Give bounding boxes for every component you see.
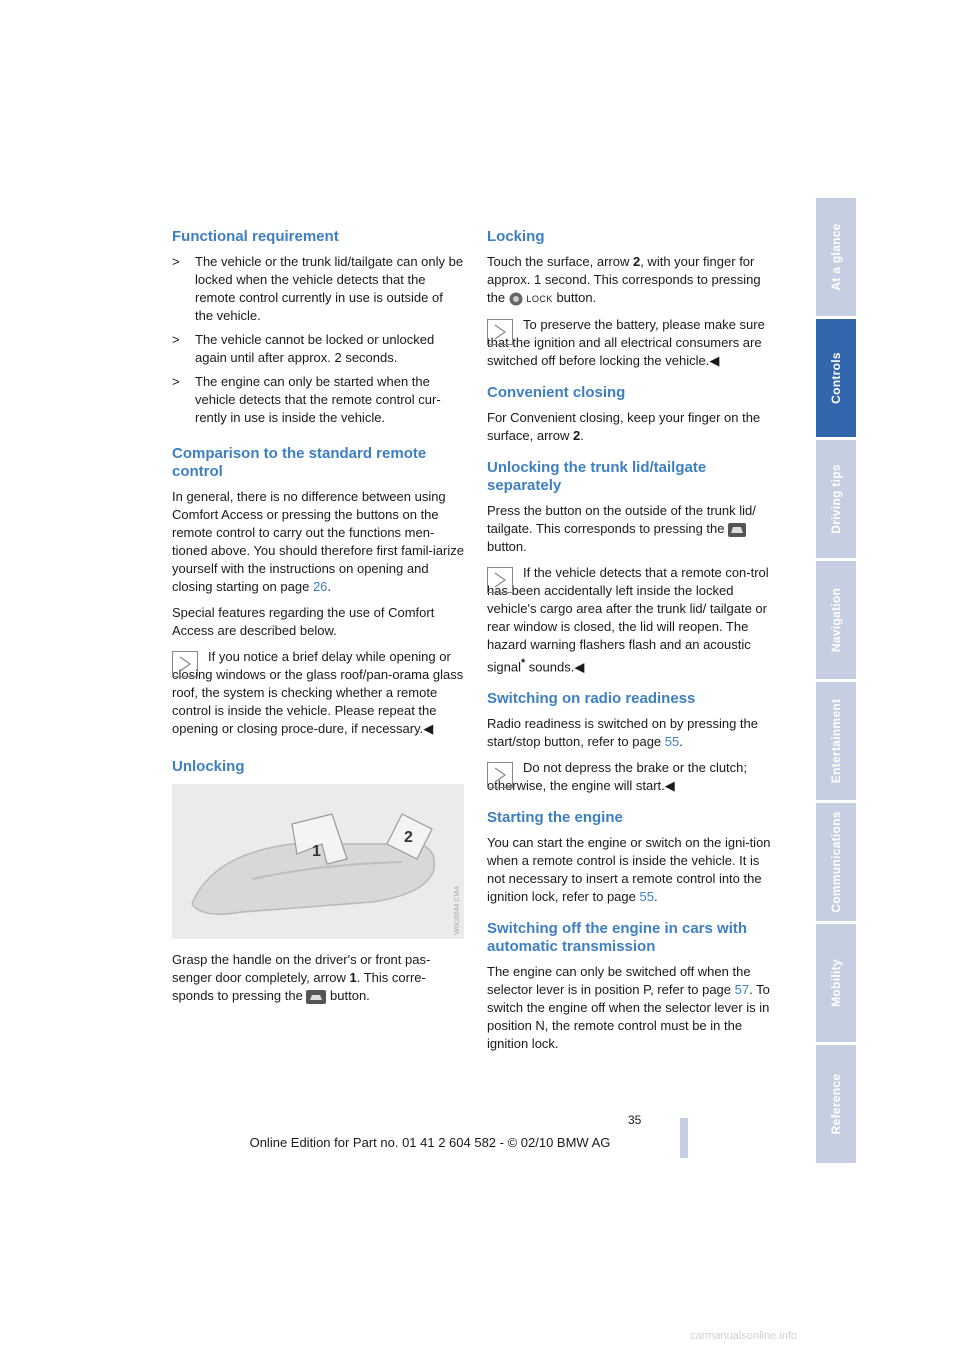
svg-text:1: 1 [312, 843, 321, 860]
section-heading-comparison: Comparison to the standard remote control [172, 445, 427, 480]
section-heading-switching-off: Switching off the engine in cars with automatic transmission [487, 920, 748, 956]
page-link-55[interactable]: 55 [639, 889, 654, 905]
radio-paragraph: Radio readiness is switched on by pressing the start/stop button, refer to page 55. [487, 716, 758, 750]
tab-label: Controls [829, 352, 843, 404]
tab-reference[interactable] [816, 1045, 856, 1163]
trunk-paragraph: Press the button on the outside of the trunk lid/ tailgate. This corresponds to pressing the button. [487, 503, 756, 554]
lock-label: LOCK [526, 294, 553, 304]
door-handle-illustration [172, 784, 464, 939]
convenient-paragraph: For Convenient closing, keep your finger on the surface, arrow 2. [487, 410, 761, 443]
tab-label: At a glance [829, 223, 843, 291]
page-number: 35 [628, 1113, 642, 1127]
section-heading-radio: Switching on radio readiness [487, 690, 696, 708]
section-heading-functional-requirement: Functional requirement [172, 228, 339, 245]
section-heading-unlocking: Unlocking [172, 758, 245, 775]
tab-label: Mobility [829, 959, 843, 1007]
bullet-marker: > [172, 332, 180, 347]
special-features-paragraph: Special features regarding the use of Comfort Access are described below. [172, 605, 435, 638]
tab-label: Navigation [829, 587, 843, 653]
door-handle-image [172, 784, 464, 939]
end-mark: ◀ [664, 778, 675, 794]
tab-label: Driving tips [829, 464, 843, 534]
starting-paragraph: You can start the engine or switch on the igni-tion when a remote control is inside the vehicle. It is not necessary to insert a remote control into the ignition lock, refer to page 55. [487, 835, 771, 905]
tab-label: Communications [829, 811, 843, 913]
page-link-55[interactable]: 55 [664, 734, 680, 750]
tab-label: Reference [829, 1073, 843, 1135]
page-link-57[interactable]: 57 [734, 982, 750, 998]
footer-text: Online Edition for Part no. 01 41 2 604 582 - © 02/10 BMW AG [249, 1135, 611, 1150]
note-block: Do not depress the brake or the clutch; otherwise, the engine will start.◀ [487, 760, 748, 794]
note-icon [487, 567, 513, 593]
tab-entertainment[interactable] [816, 682, 856, 800]
unlock-button-icon [306, 990, 326, 1004]
tab-mobility[interactable] [816, 924, 856, 1042]
tab-controls[interactable] [816, 319, 856, 437]
image-code: W6C6044 CMA [454, 886, 461, 935]
tab-label: Entertainment [829, 698, 843, 784]
section-heading-trunk: Unlocking the trunk lid/tailgate separately [487, 459, 707, 494]
trunk-button-icon [728, 523, 746, 537]
switching-off-paragraph: The engine can only be switched off when the selector lever is in position P, refer to page 57. To switch the engine off when the selector lever is in position N, the remote control must be in the ignition lock. [487, 964, 770, 1052]
note-block: To preserve the battery, please make sure that the ignition and all electrical consumers are switched off before locking the vehicle.◀ [487, 317, 765, 368]
left-column [172, 228, 464, 1013]
bullet-item: > The vehicle or the trunk lid/tailgate can only be locked when the vehicle detects that the remote control currently in use is outside of the vehicle. [172, 254, 464, 323]
section-heading-starting: Starting the engine [487, 809, 623, 827]
right-column [487, 228, 779, 1061]
note-icon [172, 651, 198, 677]
tab-driving-tips[interactable] [816, 440, 856, 558]
note-block: If the vehicle detects that a remote con-trol has been accidentally left inside the locked vehicle's cargo area after the trunk lid/ tailgate or rear window is closed, the lid will reopen. The hazard warning flashers flash and an acoustic signal* sounds.◀ [487, 565, 769, 675]
note-icon [487, 762, 513, 788]
optional-equipment-star: * [520, 657, 526, 669]
tab-at-a-glance[interactable] [816, 198, 856, 316]
end-mark: ◀ [423, 721, 434, 736]
svg-text:2: 2 [404, 829, 413, 846]
end-mark: ◀ [574, 659, 585, 675]
note-icon [487, 319, 513, 345]
section-heading-locking: Locking [487, 228, 545, 245]
watermark: carmanualsonline.info [690, 1330, 798, 1342]
bullet-marker: > [172, 374, 180, 389]
comparison-paragraph: In general, there is no difference between using Comfort Access or pressing the buttons on the remote control to carry out the functions men-tioned above. You should therefore first famil-iarize yourself with the instructions on opening and closing starting on page 26. [172, 489, 464, 594]
locking-paragraph: Touch the surface, arrow 2, with your finger for approx. 1 second. This corresponds to pressing the LOCK button. [487, 254, 761, 305]
note-block: If you notice a brief delay while opening or closing windows or the glass roof/pan-orama glass roof, the system is checking whether a remote control is inside the vehicle. Please repeat the opening or closing proce-dure, if necessary.◀ [172, 649, 464, 736]
tab-communications[interactable] [816, 803, 856, 921]
footer-bar [680, 1118, 688, 1158]
lock-key-icon [509, 292, 523, 306]
bullet-item: > The engine can only be started when the vehicle detects that the remote control cur-rently in use is inside the vehicle. [172, 374, 441, 425]
tab-navigation[interactable] [816, 561, 856, 679]
bullet-item: > The vehicle cannot be locked or unlocked again until after approx. 2 seconds. [172, 332, 435, 365]
section-heading-convenient-closing: Convenient closing [487, 384, 626, 401]
page-link-26[interactable]: 26 [312, 579, 328, 594]
unlocking-caption: Grasp the handle on the driver's or front pas-senger door completely, arrow 1. This corre-sponds to pressing the button. [172, 952, 431, 1003]
end-mark: ◀ [709, 353, 720, 368]
bullet-marker: > [172, 254, 180, 269]
